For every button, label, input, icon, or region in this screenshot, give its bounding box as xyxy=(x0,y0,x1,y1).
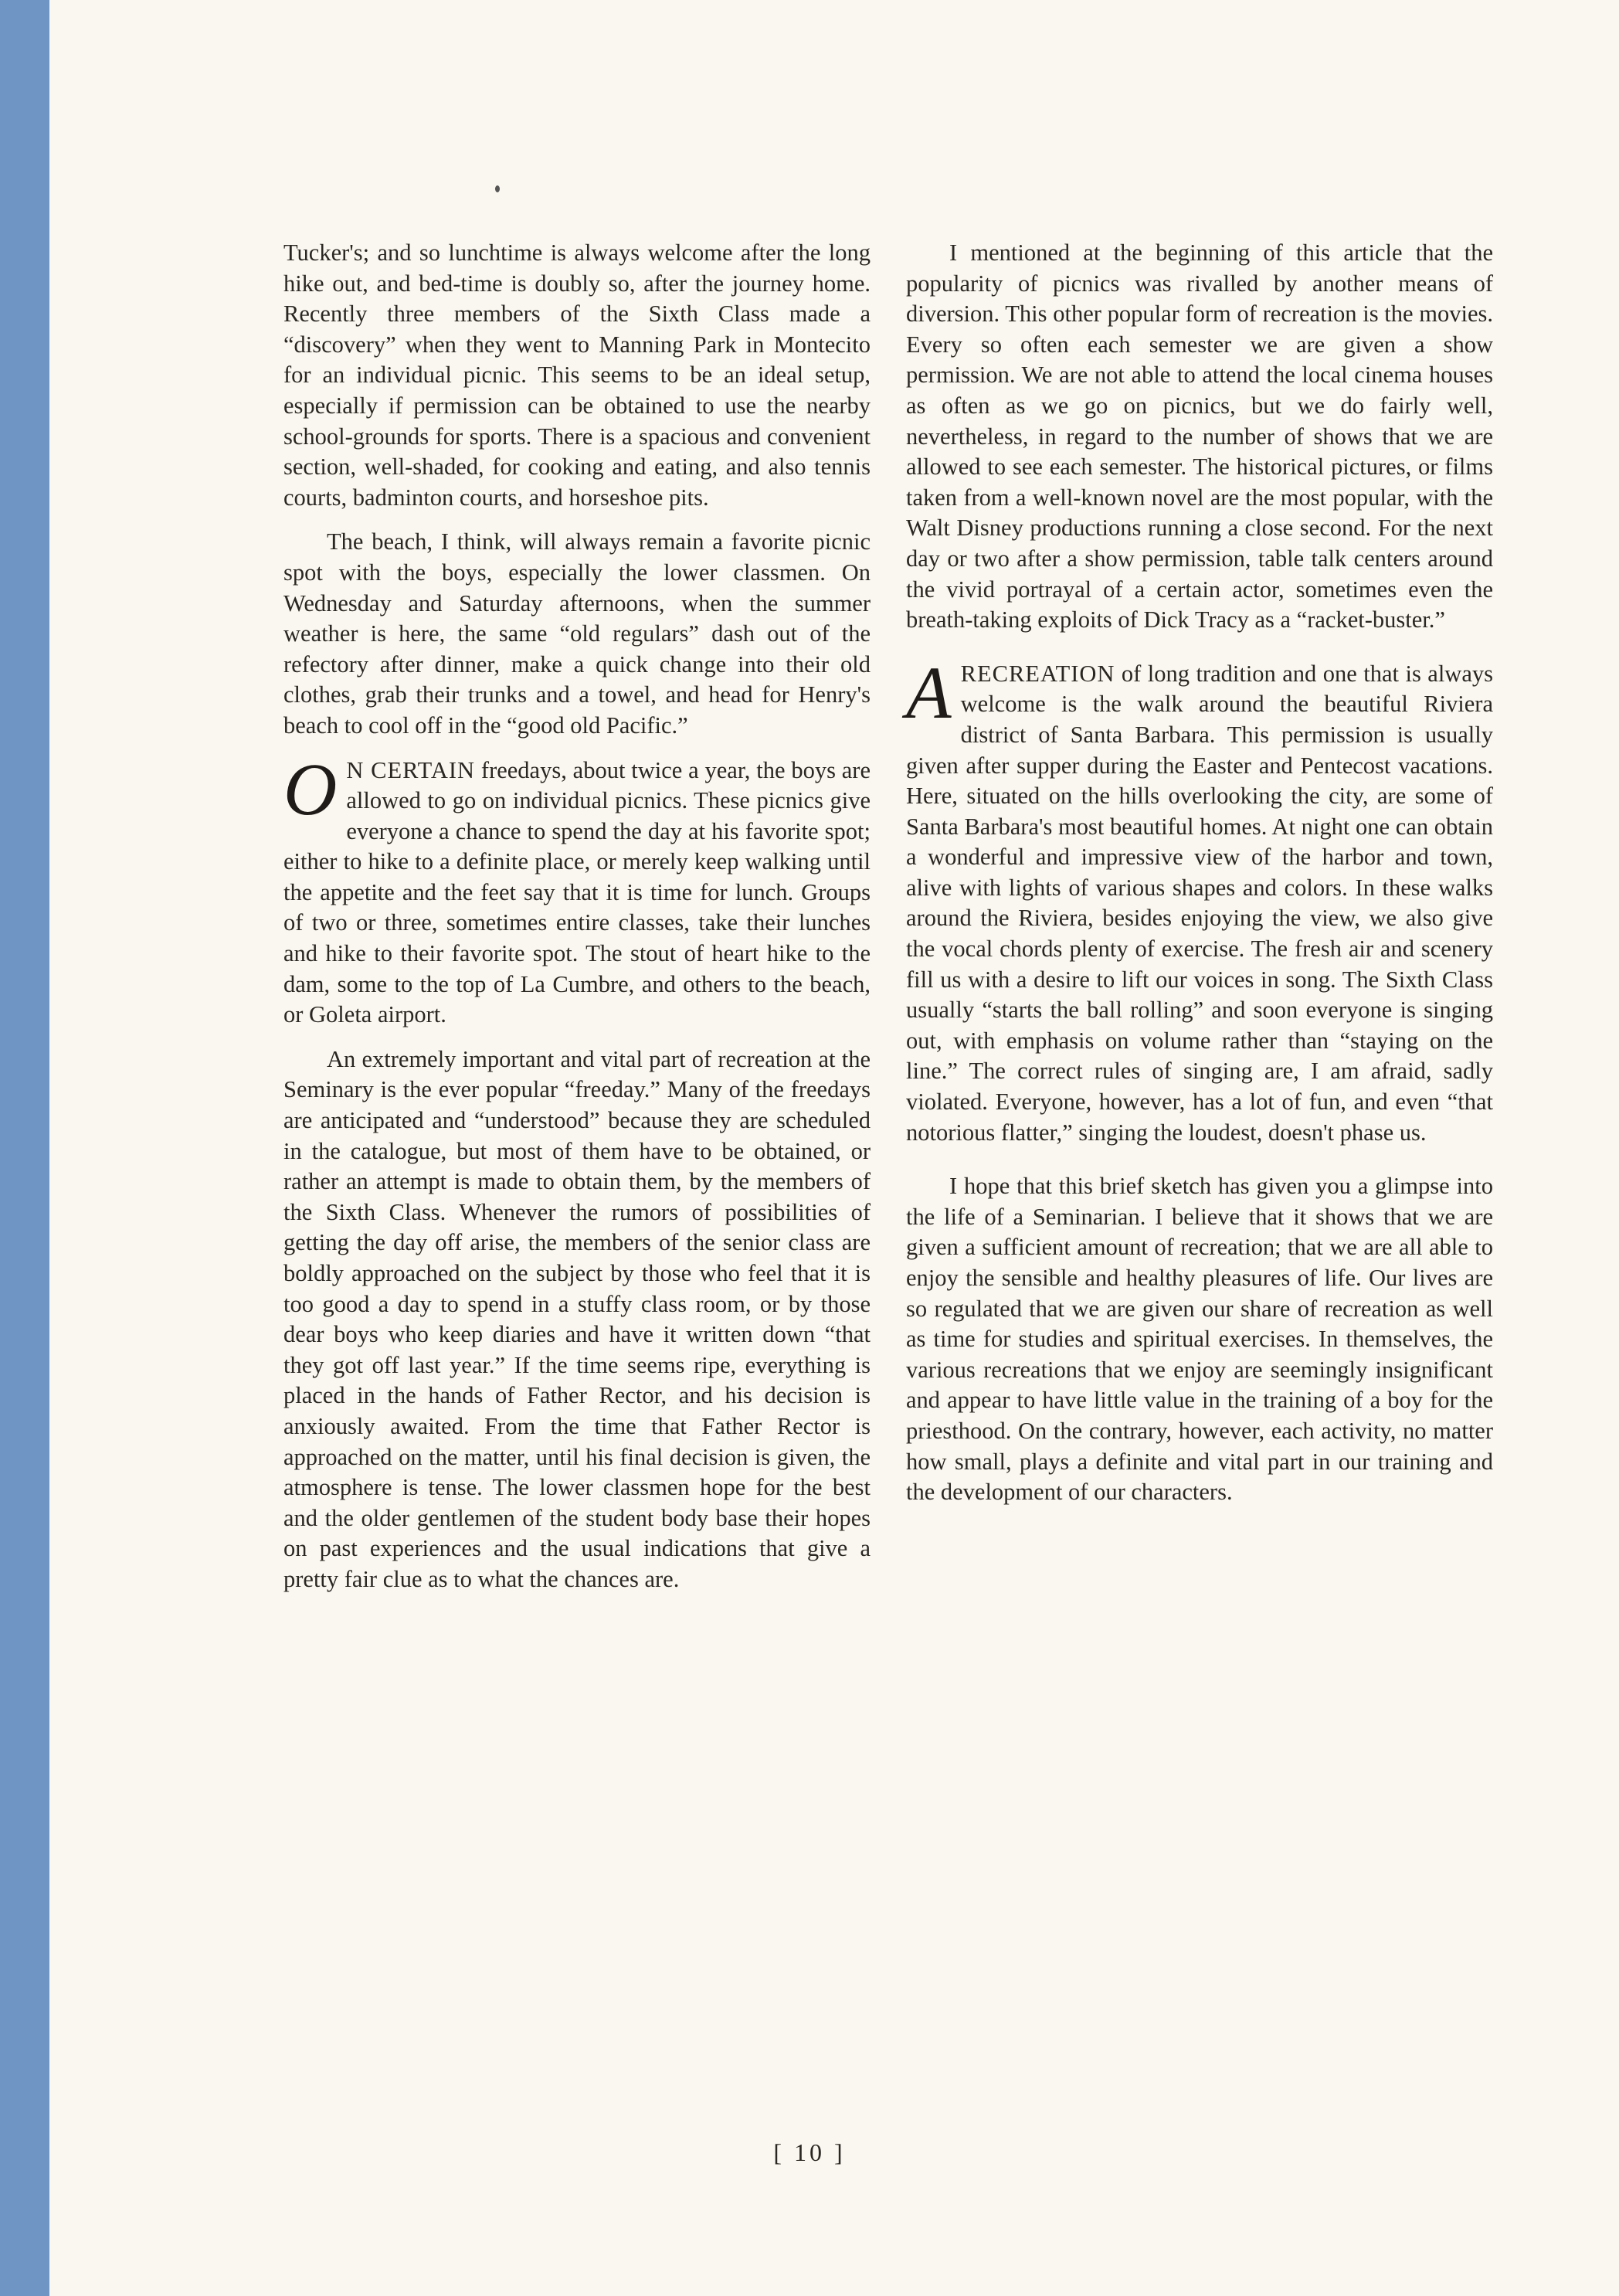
lead-in-caps: RECREATION xyxy=(960,660,1115,687)
lead-in-caps: N CERTAIN xyxy=(346,756,476,783)
drop-cap: A xyxy=(906,650,952,734)
paragraph: Tucker's; and so lunchtime is always welcome after the long hike out, and bed-time is doubly so, after the journey home. Recently three members of the Sixth Class made a “discovery” when they went to Manning Park in Montecito for an individual picnic. This seems to be an ideal setup, especially if permission can be obtained to use the nearby school-grounds for sports. There is a spacious and convenient section, well-shaded, for cooking and eating, and also tennis courts, badminton courts, and horseshoe pits. xyxy=(283,239,871,511)
paragraph-text: of long tradition and one that is always welcome is the walk around the beautiful Riviera district of Santa Barbara. This permission is usually given after supper during the Easter and Pentecost vacations. Here, situated on the hills overlooking the city, are some of Santa Barbara's most beautiful homes. At night one can obtain a wonderful and impressive view of the harbor and town, alive with lights of various shapes and colors. In these walks around the Riviera, besides enjoying the view, we also give the vocal chords plenty of exercise. The fresh air and scenery fill us with a desire to lift our voices in song. The Sixth Class usually “starts the ball rolling” and soon everyone is singing out, with emphasis on volume rather than “staying on the line.” The correct rules of singing are, I am afraid, sadly violated. Everyone, however, has a lot of fun, and even “that notorious flatter,” singing the loudest, doesn't phase us. xyxy=(906,660,1493,1146)
paragraph: I mentioned at the beginning of this article that the popularity of picnics was rivalled by another means of diversion. This other popular form of recreation is the movies. Every so often each semester we are given a show permission. We are not able to attend the local cinema houses as often as we go on picnics, but we do fairly well, nevertheless, in regard to the number of shows that we are allowed to see each semester. The historical pictures, or films taken from a well-known novel are the most popular, with the Walt Disney productions running a close second. For the next day or two after a show permission, table talk centers around the vivid portrayal of a certain actor, sometimes even the breath-taking exploits of Dick Tracy as a “racket-buster.” xyxy=(906,239,1493,633)
paragraph-with-dropcap xyxy=(283,747,871,1031)
paragraph: The beach, I think, will always remain a favorite picnic spot with the boys, especially the lower classmen. On Wednesday and Saturday afternoons, when the summer weather is here, the same “old regulars” dash out of the refectory after dinner, make a quick change into their old clothes, grab their trunks and a towel, and head for Henry's beach to cool off in the “good old Pacific.” xyxy=(283,528,871,739)
paragraph: I hope that this brief sketch has given you a glimpse into the life of a Seminarian. I believe that it shows that we are given a sufficient amount of recreation; that we are all able to enjoy the sensible and healthy pleasures of life. Our lives are so regulated that we are given our share of recreation as well as time for studies and spiritual exercises. In themselves, the various recreations that we enjoy are seemingly insignificant and appear to have little value in the training of a boy for the priesthood. On the contrary, however, each activity, no matter how small, plays a definite and vital part in our training and the development of our characters. xyxy=(906,1173,1493,1506)
drop-cap: O xyxy=(283,747,338,830)
ink-speck xyxy=(495,185,500,192)
paragraph-with-dropcap xyxy=(906,650,1493,1149)
binding-strip xyxy=(0,0,49,2296)
right-column xyxy=(906,238,1493,1522)
page-number: [ 10 ] xyxy=(773,2138,846,2166)
paragraph-text: freedays, about twice a year, the boys are allowed to go on individual picnics. These picnics give everyone a chance to spend the day at his favorite spot; either to hike to a definite place, or merely keep walking until the appetite and the feet say that it is time for lunch. Groups of two or three, sometimes entire classes, take their lunches and hike to their favorite spot. The stout of heart hike to the dam, some to the top of La Cumbre, and others to the beach, or Goleta airport. xyxy=(283,756,871,1028)
paragraph: An extremely important and vital part of recreation at the Seminary is the ever popular “freeday.” Many of the freedays are anticipated and “understood” because they are scheduled in the catalogue, but most of them have to be obtained, or rather an attempt is made to obtain them, by the members of the Sixth Class. Whenever the rumors of possibilities of getting the day off arise, the members of the senior class are boldly approached on the subject by those who feel that it is too good a day to spend in a stuffy class room, or by those dear boys who keep diaries and have it written down “that they got off last year.” If the time seems ripe, everything is placed in the hands of Father Rector, and his decision is anxiously awaited. From the time that Father Rector is approached on the matter, until his final decision is given, the atmosphere is tense. The lower classmen hope for the best and the older gentlemen of the student body base their hopes on past experiences and the usual indications that give a pretty fair clue as to what the chances are. xyxy=(283,1045,871,1592)
left-column xyxy=(283,238,871,1609)
